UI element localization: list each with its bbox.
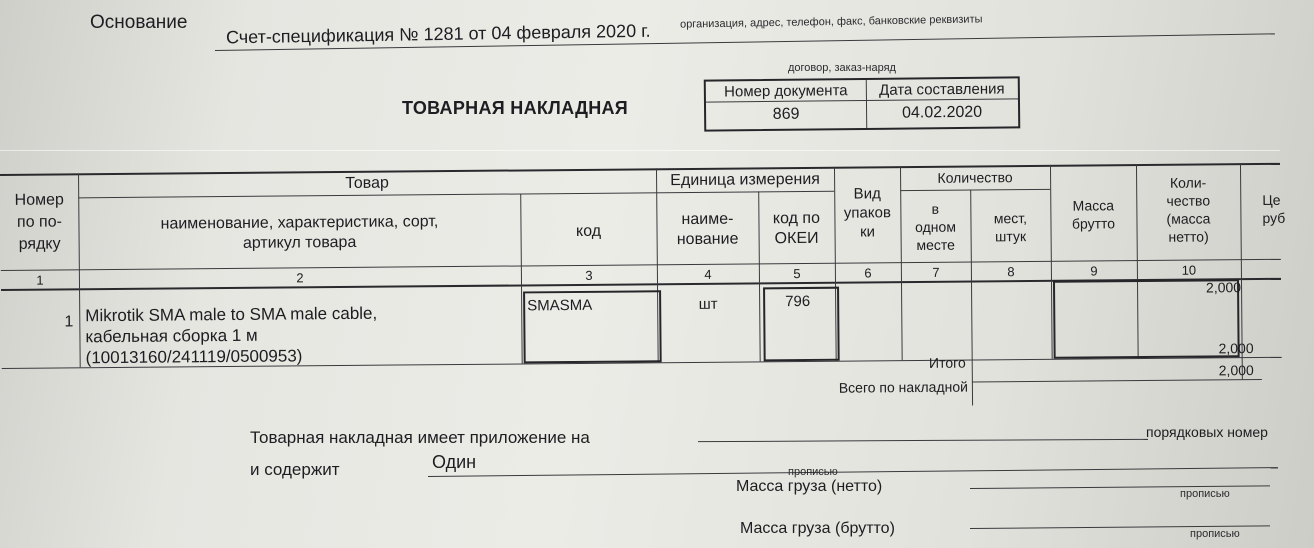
doc-date-label: Дата составления xyxy=(879,80,1005,99)
header-tovar: Товар xyxy=(345,174,389,192)
vsego-label: Всего по накладной xyxy=(838,378,968,396)
soderzhit-value: Один xyxy=(432,452,477,472)
header-naimenovanie: наименование, характеристика, сорт, артикул товара xyxy=(160,213,439,252)
header-vid-upakovki: Вид упаков ки xyxy=(843,185,891,241)
propisyu-3: прописью xyxy=(1190,528,1240,540)
poryadkovyh-label: порядковых номер xyxy=(1146,424,1268,440)
col-number-3: 3 xyxy=(585,267,593,283)
header-kol-massa-netto: Коли- чество (масса нетто) xyxy=(1166,174,1211,245)
osnovanie-label: Основание xyxy=(90,12,188,33)
propisyu-1: прописью xyxy=(788,466,838,478)
prilozhenie-label: Товарная накладная имеет приложение на xyxy=(250,428,590,447)
header-ed-izm: Единица измерения xyxy=(670,170,820,190)
massa-netto-label: Масса груза (нетто) xyxy=(736,478,883,495)
col-number-7: 7 xyxy=(932,264,940,280)
col-number-6: 6 xyxy=(864,265,872,281)
soderzhit-line xyxy=(428,467,1278,477)
col-number-10: 10 xyxy=(1181,262,1197,278)
header-kod: код xyxy=(575,222,602,240)
massa-brutto-label: Масса груза (брутто) xyxy=(740,520,895,537)
col-number-2: 2 xyxy=(296,270,304,286)
col-number-4: 4 xyxy=(704,266,712,282)
header-massa-brutto: Масса брутто xyxy=(1071,197,1116,232)
itogo-label: Итого xyxy=(928,354,966,371)
paper-fold xyxy=(0,150,1280,151)
header-cena: Це руб xyxy=(1262,191,1286,226)
row-okei-box xyxy=(763,287,840,362)
contract-hint: договор, заказ-наряд xyxy=(788,62,896,74)
org-hint: организация, адрес, телефон, факс, банковские реквизиты xyxy=(679,13,983,31)
col-number-5: 5 xyxy=(793,266,801,282)
col-number-9: 9 xyxy=(1090,263,1098,279)
header-kolichestvo: Количество xyxy=(937,169,1013,186)
row-number: 1 xyxy=(64,313,74,331)
soderzhit-label: и содержит xyxy=(250,460,340,479)
vsego-value: 2,000 xyxy=(1218,362,1254,379)
header-ed-naim: наиме- нование xyxy=(676,210,739,249)
propisyu-2: прописью xyxy=(1180,488,1230,500)
header-mest: мест, штук xyxy=(993,210,1028,245)
header-nomer: Номер по по- рядку xyxy=(14,191,64,253)
itogo-value: 2,000 xyxy=(1218,340,1254,357)
row-code-box xyxy=(523,290,662,363)
row-qty: 2,000 xyxy=(1205,279,1242,296)
row-name: Mikrotik SMA male to SMA male cable, кабельная сборка 1 м (10013160/241119/0500953) xyxy=(85,303,378,368)
row-unit: шт xyxy=(698,295,718,313)
prilozhenie-line xyxy=(698,439,1148,442)
goods-table xyxy=(0,161,1286,412)
doc-info-box xyxy=(704,76,1021,131)
document-title: ТОВАРНАЯ НАКЛАДНАЯ xyxy=(402,98,629,118)
header-v-odnom-meste: в одном месте xyxy=(915,200,956,254)
header-okei: код по ОКЕИ xyxy=(772,209,821,248)
row-okei: 796 xyxy=(785,292,811,311)
col-number-8: 8 xyxy=(1007,264,1015,280)
doc-date: 04.02.2020 xyxy=(901,103,983,122)
osnovanie-value: Счет-спецификация № 1281 от 04 февраля 2020 г. xyxy=(225,20,651,48)
doc-number: 869 xyxy=(772,105,800,123)
row-code: SMASMA xyxy=(527,296,593,315)
col-number-1: 1 xyxy=(36,272,44,288)
doc-number-label: Номер документа xyxy=(724,82,848,101)
